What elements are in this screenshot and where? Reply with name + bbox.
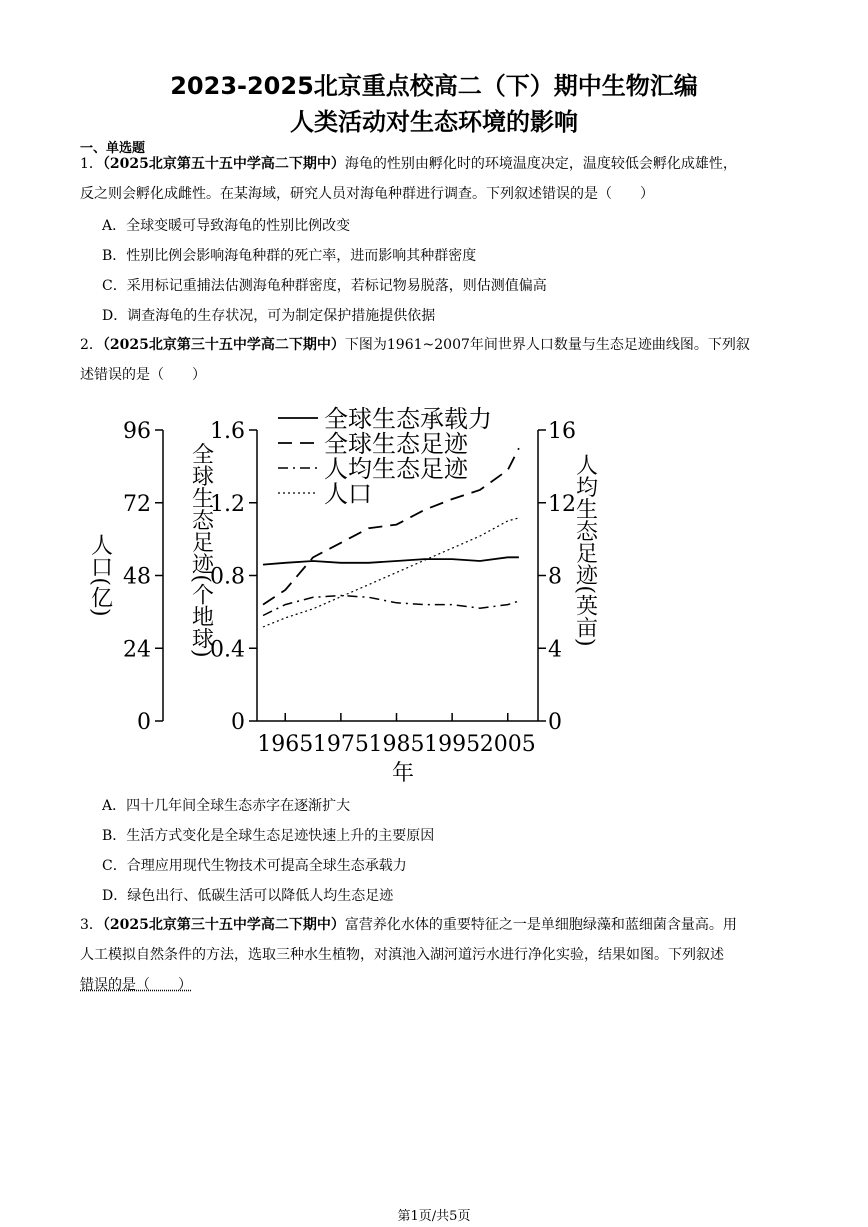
question-1 — [80, 149, 792, 209]
page-footer: 第1页/共5页 — [397, 1209, 471, 1224]
tick-label-x: 1985 — [368, 732, 425, 757]
q1-num: 1． — [80, 156, 103, 172]
q3-line3: 错误的是（ ） — [80, 977, 192, 993]
tick-label-x: 1995 — [424, 732, 481, 757]
legend-label-3: 人均生态足迹 — [324, 455, 468, 483]
q2-source: （2025北京第三十五中学高二下期中） — [102, 337, 345, 353]
title-line2: 人类活动对生态环境的影响 — [290, 108, 578, 136]
tick-label-right: 12 — [548, 491, 576, 517]
q2-num: 2． — [80, 337, 103, 353]
tick-label-left1: 48 — [123, 564, 151, 590]
section-heading: 一、单选题 — [80, 141, 146, 156]
q1-option-c: C．采用标记重捕法估测海龟种群密度，若标记物易脱落，则估测值偏高 — [102, 278, 547, 294]
q1-source: （2025北京第五十五中学高二下期中） — [102, 156, 345, 172]
tick-label-left1: 72 — [123, 491, 151, 517]
tick-label-left2: 0.8 — [210, 564, 245, 590]
axis-left2-label: 全球生态足迹(个地球) — [188, 442, 214, 658]
tick-label-x: 2005 — [479, 732, 536, 757]
q3-source: （2025北京第三十五中学高二下期中） — [102, 917, 345, 933]
tick-label-left2: 1.6 — [210, 419, 245, 444]
tick-label-left1: 96 — [123, 419, 151, 444]
q1-line1: 海龟的性别由孵化时的环境温度决定，温度较低会孵化成雄性， — [344, 156, 737, 172]
q1-option-d: D．调查海龟的生存状况，可为制定保护措施提供依据 — [102, 308, 436, 324]
q2-option-a: A．四十几年间全球生态赤字在逐渐扩大 — [102, 798, 351, 814]
tick-label-left2: 1.2 — [210, 491, 245, 517]
q3-line1: 富营养化水体的重要特征之一是单细胞绿藻和蓝细菌含量高。用 — [344, 917, 737, 933]
tick-label-x: 1975 — [312, 732, 369, 757]
axis-right-label: 人均生态足迹(英亩) — [572, 453, 598, 647]
question-2 — [80, 330, 792, 390]
axis-left1-label: 人口(亿) — [87, 533, 113, 617]
q2-line2: 述错误的是（ ） — [80, 367, 206, 383]
tick-label-x: 1965 — [257, 732, 314, 757]
q3-line2: 人工模拟自然条件的方法，选取三种水生植物，对滇池入湖河道污水进行净化实验，结果如图。下列叙述 — [80, 947, 724, 963]
tick-label-left1: 24 — [123, 637, 151, 663]
q3-num: 3． — [80, 917, 103, 933]
legend-label-2: 全球生态足迹 — [324, 430, 468, 458]
tick-label-left2: 0 — [231, 710, 245, 735]
tick-label-left1: 0 — [137, 710, 151, 735]
q2-option-c: C．合理应用现代生物技术可提高全球生态承载力 — [102, 858, 407, 874]
tick-label-left2: 0.4 — [210, 637, 245, 663]
series-line-1 — [263, 557, 519, 564]
q2-option-d: D．绿色出行、低碳生活可以降低人均生态足迹 — [102, 888, 394, 904]
legend-label-1: 全球生态承载力 — [324, 405, 492, 433]
population-footprint-chart — [80, 400, 598, 800]
title-line1: 2023-2025北京重点校高二（下）期中生物汇编 — [170, 72, 698, 100]
legend-label-4: 人口 — [324, 480, 372, 508]
question-3 — [80, 910, 792, 1000]
tick-label-right: 4 — [548, 637, 562, 663]
tick-label-right: 8 — [548, 564, 562, 590]
q1-option-a: A．全球变暖可导致海龟的性别比例改变 — [102, 218, 351, 234]
tick-label-right: 16 — [548, 419, 576, 444]
axis-x-label: 年 — [391, 761, 415, 786]
q2-line1: 下图为1961~2007年间世界人口数量与生态足迹曲线图。下列叙 — [344, 337, 750, 353]
q1-line2: 反之则会孵化成雌性。在某海域，研究人员对海龟种群进行调查。下列叙述错误的是（ ） — [80, 186, 654, 202]
q1-option-b: B．性别比例会影响海龟种群的死亡率，进而影响其种群密度 — [102, 248, 477, 264]
q2-option-b: B．生活方式变化是全球生态足迹快速上升的主要原因 — [102, 828, 435, 844]
tick-label-right: 0 — [548, 710, 562, 735]
